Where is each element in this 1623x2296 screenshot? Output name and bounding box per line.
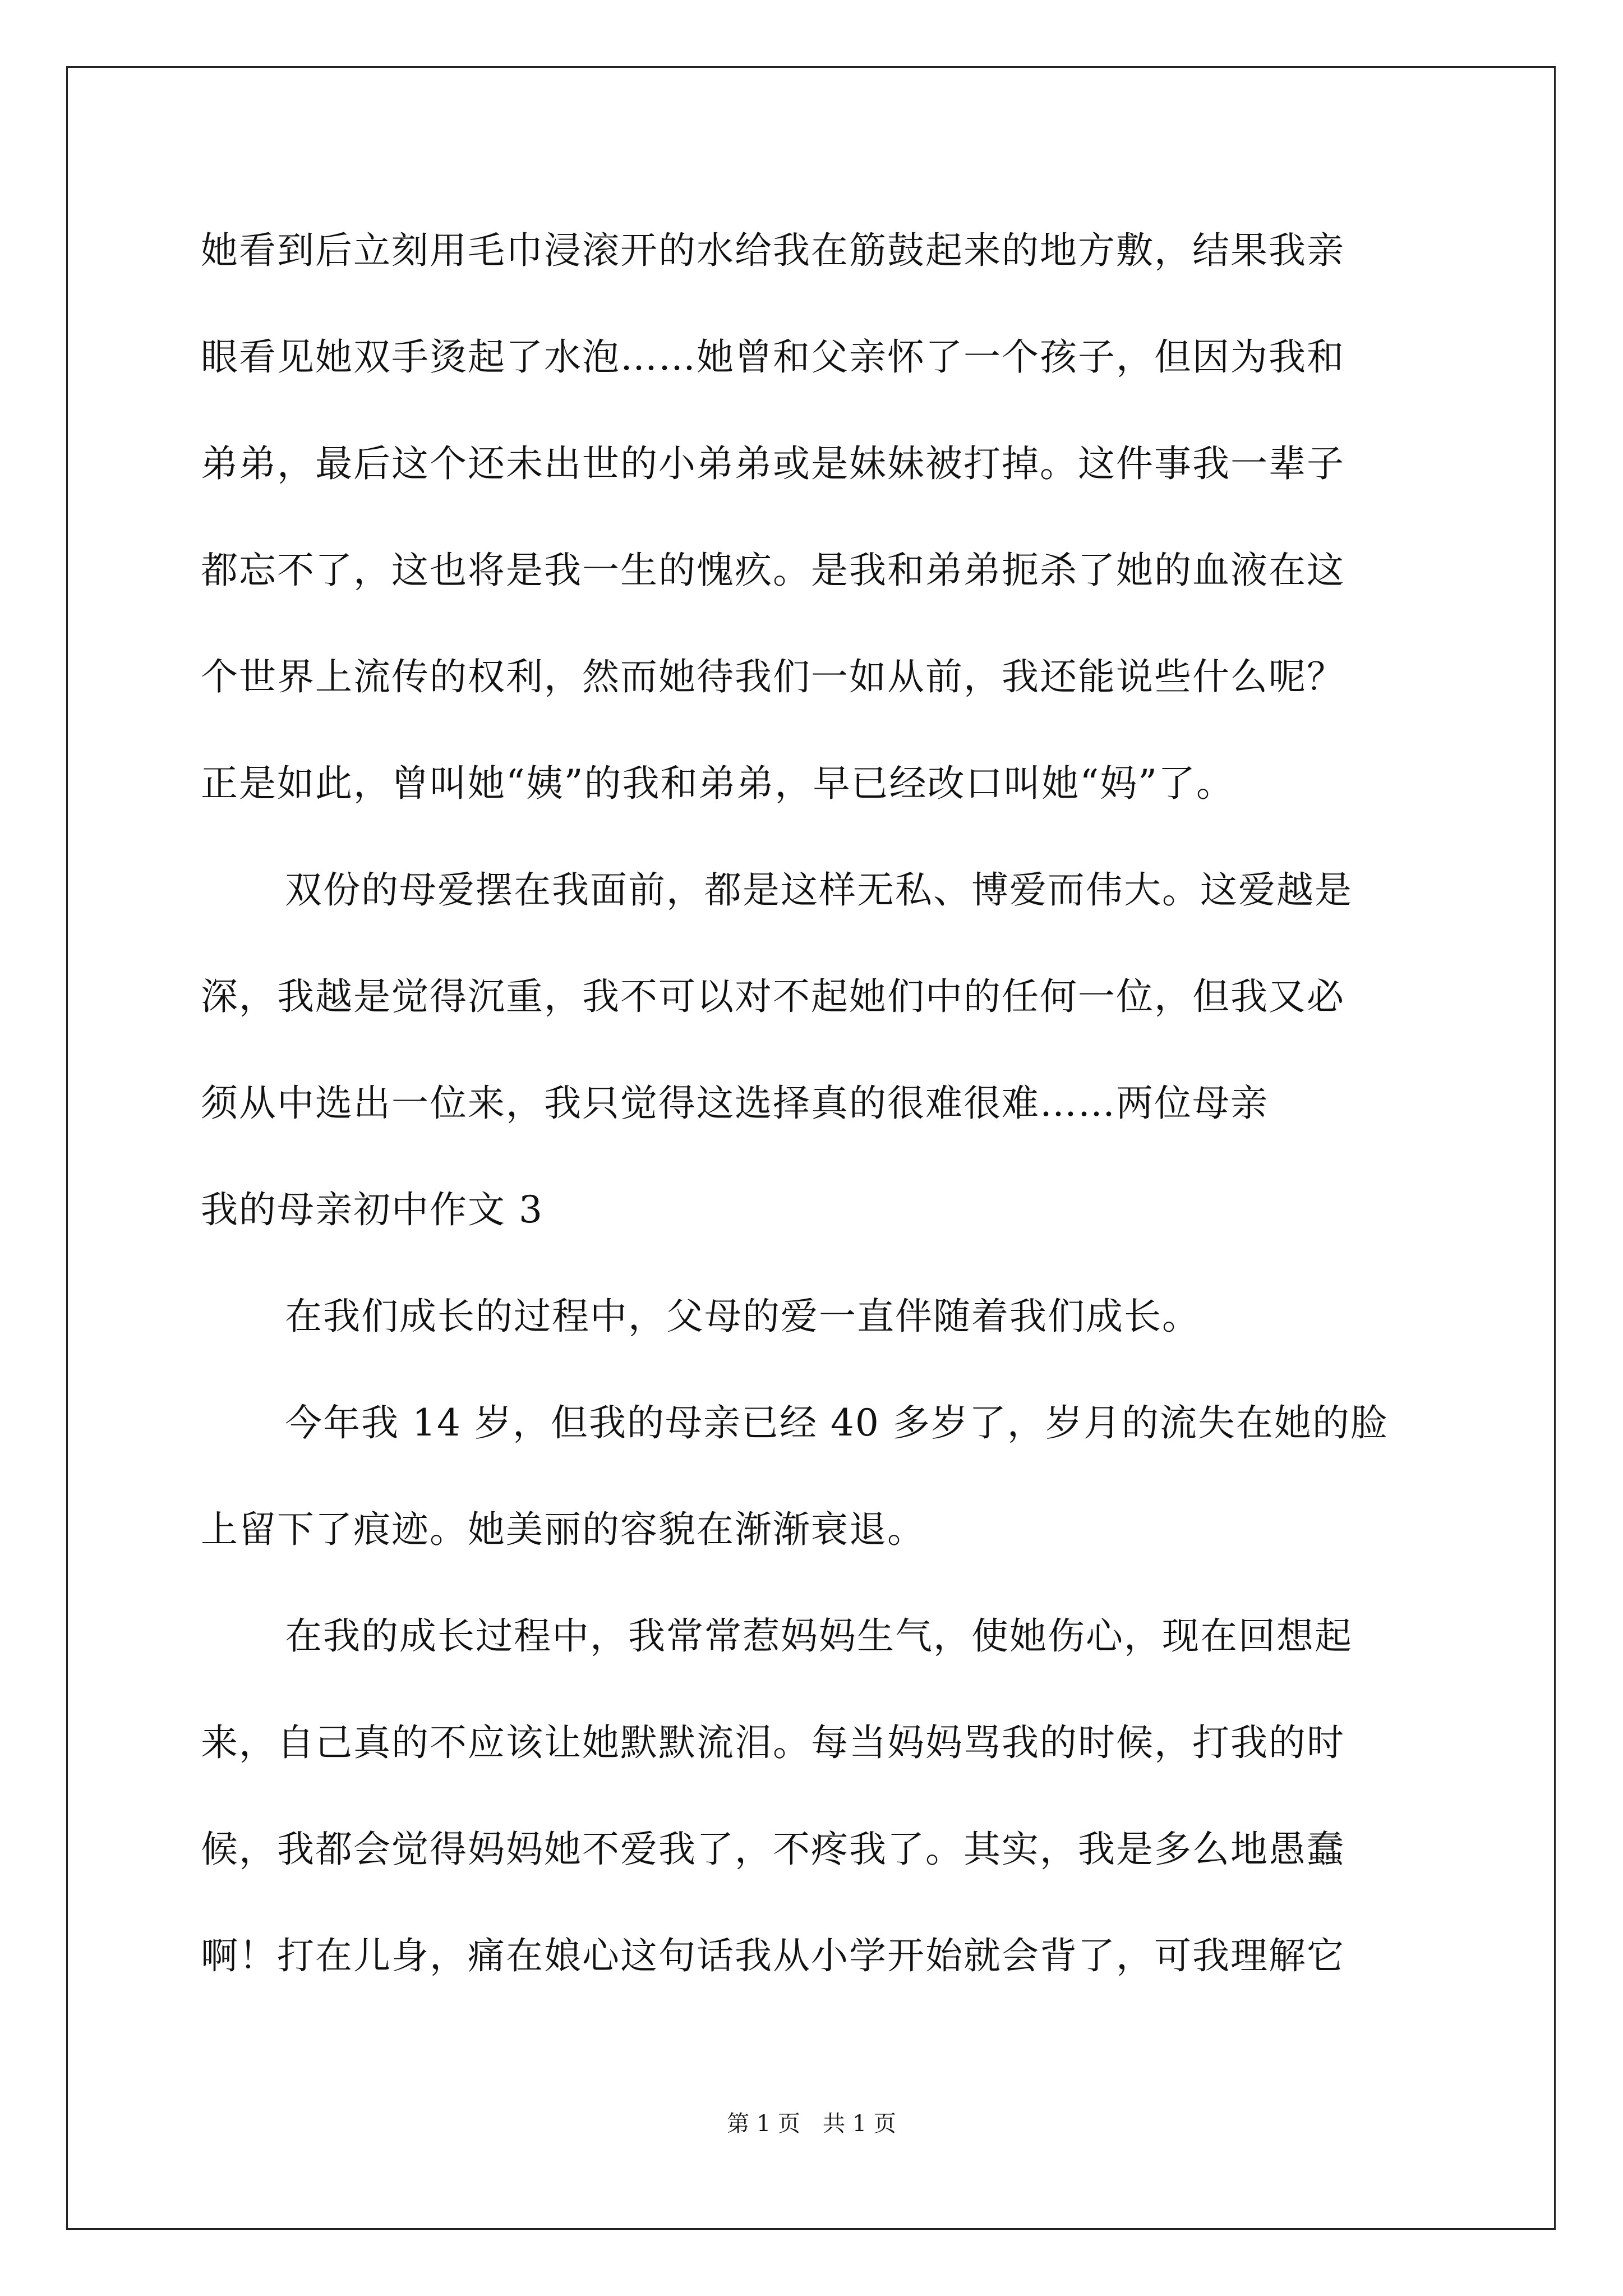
- text-line: 深，我越是觉得沉重，我不可以对不起她们中的任何一位，但我又必: [201, 975, 1345, 1018]
- text-line: 啊！打在儿身，痛在娘心这句话我从小学开始就会背了，可我理解它: [201, 1934, 1345, 1977]
- text-line: 个世界上流传的权利，然而她待我们一如从前，我还能说些什么呢？: [201, 655, 1345, 698]
- paragraph-start-line: 双份的母爱摆在我面前，都是这样无私、博爱而伟大。这爱越是: [285, 868, 1353, 912]
- text-line: 眼看见她双手烫起了水泡……她曾和父亲怀了一个孩子，但因为我和: [201, 335, 1345, 379]
- text-line: 弟弟，最后这个还未出世的小弟弟或是妹妹被打掉。这件事我一辈子: [201, 442, 1345, 485]
- text-line: 候，我都会觉得妈妈她不爱我了，不疼我了。其实，我是多么地愚蠢: [201, 1828, 1345, 1871]
- page-border: [66, 66, 1556, 2230]
- section-heading: 我的母亲初中作文 3: [201, 1188, 543, 1231]
- text-line: 来，自己真的不应该让她默默流泪。每当妈妈骂我的时候，打我的时: [201, 1721, 1345, 1764]
- text-line: 上留下了痕迹。她美丽的容貌在渐渐衰退。: [201, 1508, 925, 1551]
- page-footer: [0, 2109, 1623, 2138]
- page-total: 共 1 页: [823, 2111, 896, 2137]
- text-line: 须从中选出一位来，我只觉得这选择真的很难很难……两位母亲: [201, 1082, 1269, 1125]
- page-number: 第 1 页: [727, 2111, 800, 2137]
- text-line: 正是如此，曾叫她“姨”的我和弟弟，早已经改口叫她“妈”了。: [201, 762, 1234, 805]
- paragraph-start-line: 在我的成长过程中，我常常惹妈妈生气，使她伤心，现在回想起: [285, 1614, 1353, 1658]
- paragraph-start-line: 在我们成长的过程中，父母的爱一直伴随着我们成长。: [285, 1295, 1200, 1338]
- paragraph-start-line: 今年我 14 岁，但我的母亲已经 40 多岁了，岁月的流失在她的脸: [285, 1401, 1389, 1444]
- text-line: 都忘不了，这也将是我一生的愧疚。是我和弟弟扼杀了她的血液在这: [201, 549, 1345, 592]
- text-line: 她看到后立刻用毛巾浸滚开的水给我在筋鼓起来的地方敷，结果我亲: [201, 229, 1345, 272]
